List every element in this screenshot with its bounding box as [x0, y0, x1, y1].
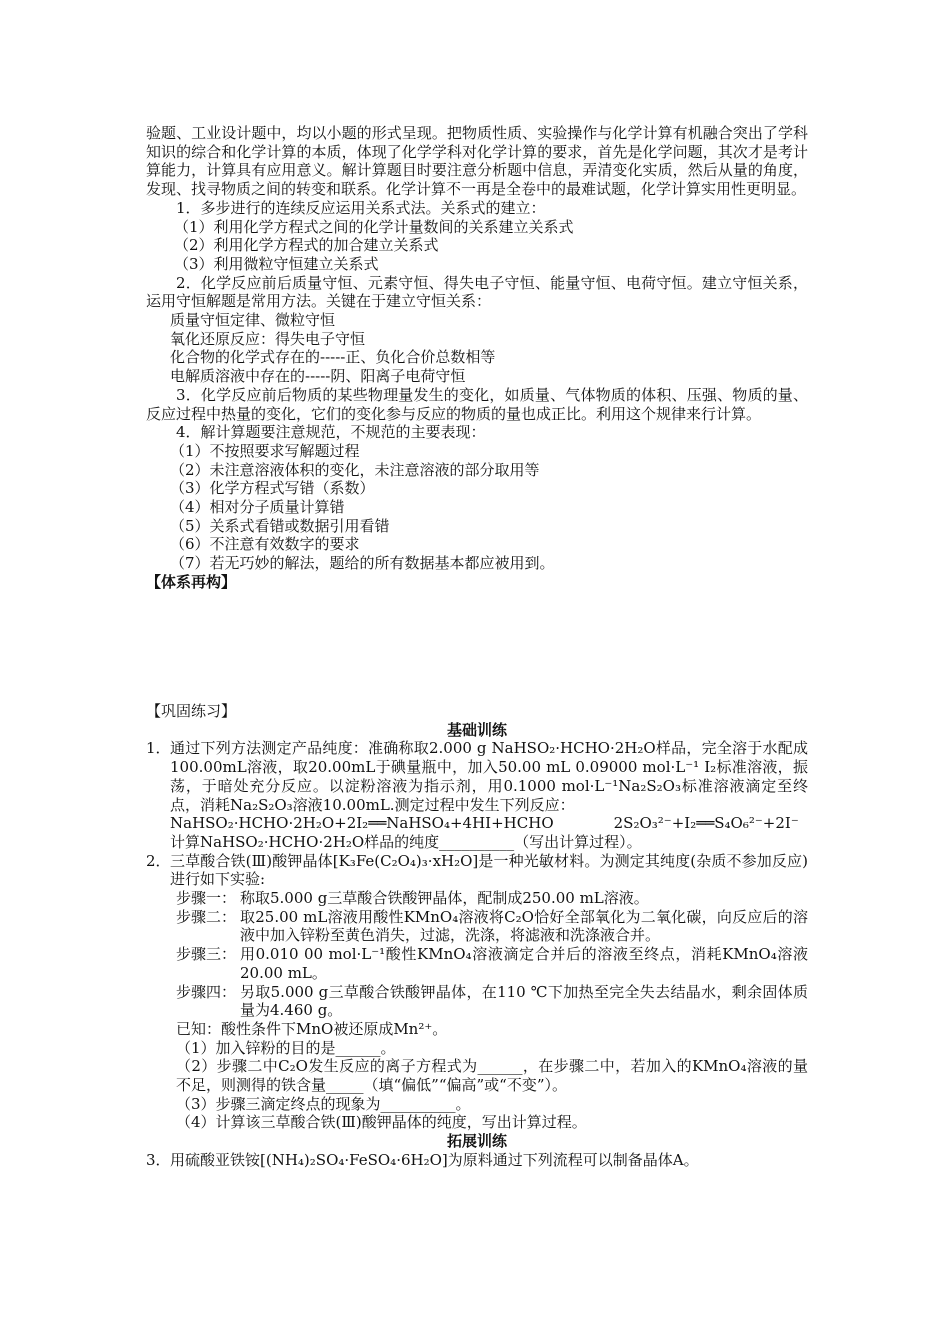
intro-paragraph: 验题、工业设计题中，均以小题的形式呈现。把物质性质、实验操作与化学计算有机融合突出了学科知识的综合和化学计算的本质，体现了化学学科对化学计算的要求，首先是化学问题，其次才是考计算能力，计算具有应用意义。解计算题目时要注意分析题中信息，弄清变化实质，然后从量的角度，发现、找寻物质之间的转变和联系。化学计算不一再是全卷中的最难试题，化学计算实用性更明显。: [146, 124, 808, 199]
point-1-item: （3）利用微粒守恒建立关系式: [174, 254, 379, 273]
step-item: [146, 908, 808, 945]
equation-2: 2S₂O₃²⁻+I₂══S₄O₆²⁻+2I⁻: [613, 814, 799, 833]
step-label: 步骤一：: [176, 889, 237, 908]
step-label: 步骤三：: [176, 945, 237, 964]
section-structure-heading: 【体系再构】: [146, 572, 237, 591]
step-label: 步骤二：: [176, 907, 237, 926]
step-item: [146, 889, 808, 908]
point-2-item: 氧化还原反应：得失电子守恒: [170, 329, 366, 348]
step-label: 步骤四：: [176, 982, 237, 1001]
sub-question: [146, 1057, 808, 1094]
point-1: 1．多步进行的连续反应运用关系式法。关系式的建立：: [176, 198, 546, 217]
step-text: 另取5.000 g三草酸合铁酸钾晶体，在110 ℃下加热至完全失去结晶水，剩余固体质量为4.460 g。: [240, 982, 808, 1020]
step-text: 用0.010 00 mol·L⁻¹酸性KMnO₄溶液滴定合并后的溶液至终点，消耗KMnO₄溶液20.00 mL。: [240, 945, 808, 982]
step-text: 取25.00 mL溶液用酸性KMnO₄溶液将C₂O恰好全部氧化为二氧化碳，向反应后的溶液中加入锌粉至黄色消失，过滤，洗涤，将滤液和洗涤液合并。: [240, 907, 808, 945]
point-2-item: 电解质溶液中存在的-----阴、阳离子电荷守恒: [170, 367, 466, 386]
point-4: 4．解计算题要注意规范，不规范的主要表现：: [176, 423, 486, 442]
point-4-item: （6）不注意有效数字的要求: [170, 535, 360, 554]
basic-training-heading: 基础训练: [446, 720, 507, 739]
point-4-item: （2）未注意溶液体积的变化，未注意溶液的部分取用等: [170, 460, 540, 479]
question-1-text: 通过下列方法测定产品纯度：准确称取2.000 g NaHSO₂·HCHO·2H₂O样品，完全溶于水配成100.00mL溶液，取20.00mL于碘量瓶中，加入50.00 mL 0.09000 mol·L⁻¹ I₂标准溶液，振荡，于暗处充分反应。以淀粉溶液为指示剂，用0.1000 mol·L⁻¹Na₂S₂O₃标准溶液滴定至终点，消耗Na₂S₂O₃溶液10.00mL.测定过程中发生下列反应：: [170, 739, 808, 814]
extend-training-heading: 拓展训练: [446, 1132, 507, 1151]
point-1-item: （1）利用化学方程式之间的化学计量数间的关系建立关系式: [174, 217, 574, 236]
question-number: 1．: [146, 739, 171, 758]
point-2-item: 化合物的化学式存在的-----正、负化合价总数相等: [170, 348, 496, 367]
point-4-item: （5）关系式看错或数据引用看错: [170, 516, 390, 535]
question-3-text: 用硫酸亚铁铵[(NH₄)₂SO₄·FeSO₄·6H₂O]为原料通过下列流程可以制备晶体A。: [170, 1150, 699, 1169]
point-1-item: （2）利用化学方程式的加合建立关系式: [174, 236, 439, 255]
step-item: [146, 983, 808, 1020]
point-2-item: 质量守恒定律、微粒守恒: [170, 311, 336, 330]
step-text: 称取5.000 g三草酸合铁酸钾晶体，配制成250.00 mL溶液。: [240, 889, 649, 908]
question-number: 2．: [146, 851, 171, 870]
question-number: 3．: [146, 1150, 171, 1169]
point-4-item: （7）若无巧妙的解法，题给的所有数据基本都应被用到。: [170, 554, 555, 573]
equation-1: NaHSO₂·HCHO·2H₂O+2I₂══NaHSO₄+4HI+HCHO: [170, 814, 554, 833]
sub-question: （1）加入锌粉的目的是______。: [176, 1038, 396, 1057]
known-note: 已知：酸性条件下MnO被还原成Mn²⁺。: [176, 1019, 448, 1038]
point-4-item: （4）相对分子质量计算错: [170, 498, 345, 517]
question-1: [146, 739, 808, 851]
sub-question: （3）步骤三滴定终点的现象为__________。: [176, 1094, 471, 1113]
intro-section: [146, 124, 808, 592]
question-2-text: 三草酸合铁(Ⅲ)酸钾晶体[K₃Fe(C₂O₄)₃·xH₂O]是一种光敏材料。为测定其纯度(杂质不参加反应)进行如下实验:: [170, 851, 808, 889]
practice-section: [146, 702, 808, 1170]
point-3: 3．化学反应前后物质的某些物理量发生的变化，如质量、气体物质的体积、压强、物质的量、反应过程中热量的变化，它们的变化参与反应的物质的量也成正比。利用这个规律来行计算。: [146, 385, 808, 423]
sub-question: （4）计算该三草酸合铁(Ⅲ)酸钾晶体的纯度，写出计算过程。: [176, 1113, 587, 1132]
sub-question-text: （2）步骤二中C₂O发生反应的离子方程式为______，在步骤二中，若加入的KMnO₄溶液的量不足，则测得的铁含量_____（填“偏低”“偏高”或“不变”）。: [176, 1057, 808, 1095]
section-practice-heading: 【巩固练习】: [146, 702, 237, 720]
point-2: 2．化学反应前后质量守恒、元素守恒、得失电子守恒、能量守恒、电荷守恒。建立守恒关系，运用守恒解题是常用方法。关键在于建立守恒关系：: [146, 273, 808, 311]
step-item: [146, 945, 808, 982]
point-4-item: （3）化学方程式写错（系数）: [170, 479, 375, 498]
point-4-item: （1）不按照要求写解题过程: [170, 441, 360, 460]
question-3: [146, 1151, 808, 1170]
question-1-ask: 计算NaHSO₂·HCHO·2H₂O样品的纯度__________（写出计算过程）。: [170, 832, 642, 851]
question-2: [146, 852, 808, 889]
